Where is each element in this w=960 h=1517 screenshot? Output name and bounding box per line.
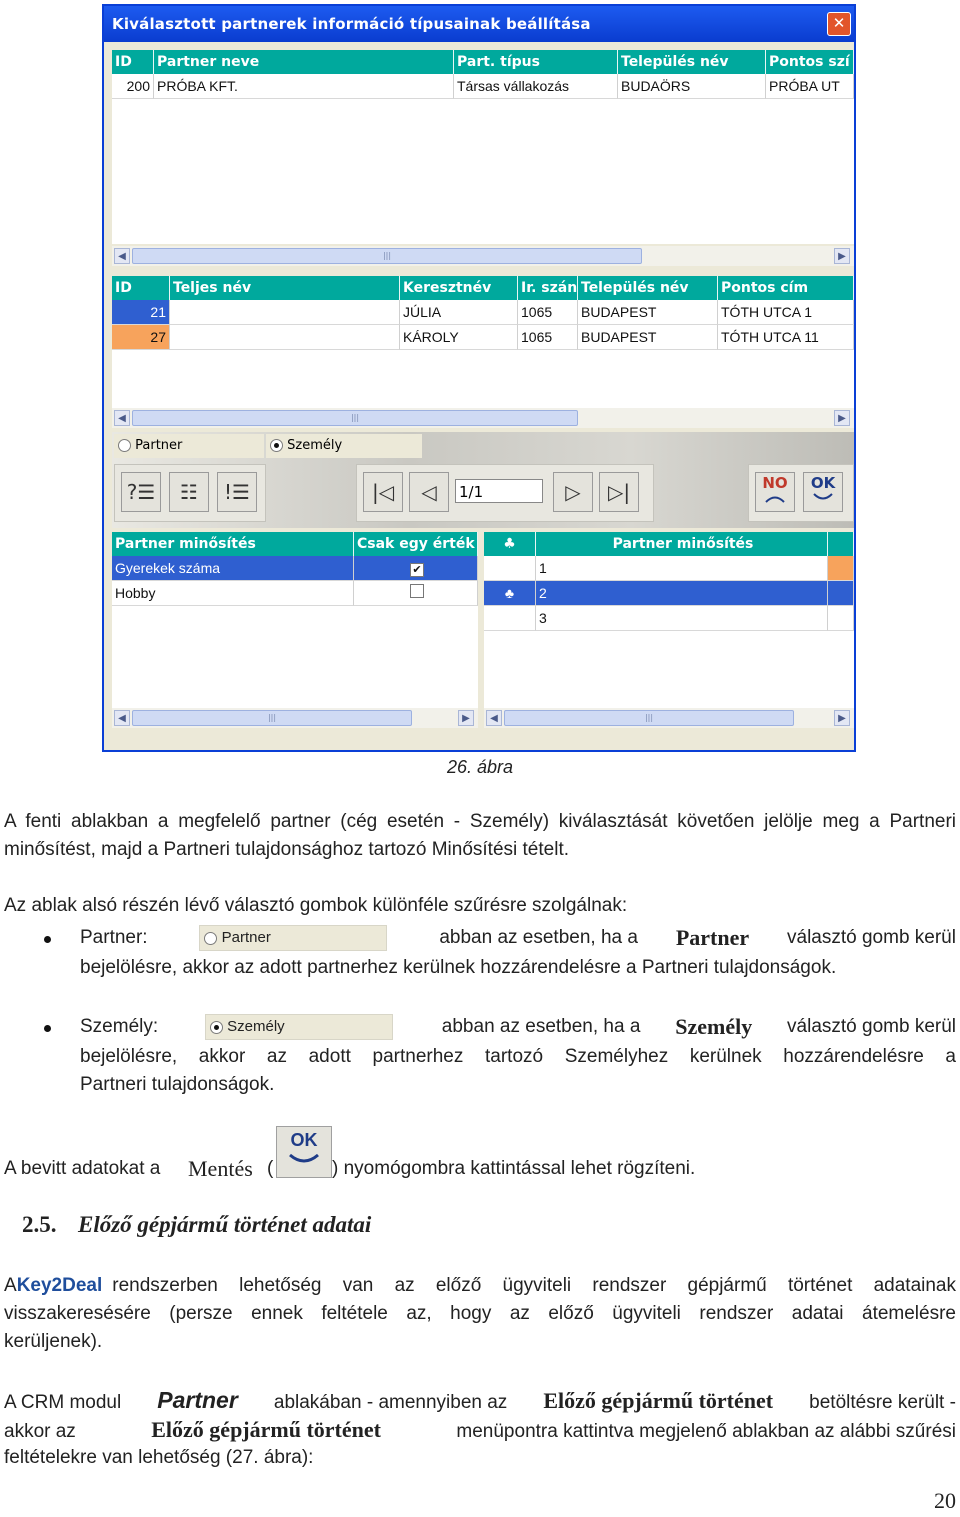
bullet-icon: [44, 1025, 51, 1032]
scroll-right-arrow-icon[interactable]: ▶: [458, 710, 474, 726]
scroll-thumb[interactable]: |||: [132, 410, 578, 426]
para4-b: ablakában - amennyiben az: [273, 1392, 508, 1413]
para4-key2: Előző gépjármű történet: [151, 1417, 381, 1442]
table-row[interactable]: [484, 556, 854, 581]
table-row[interactable]: [112, 556, 478, 581]
cell-name: PRÓBA KFT.: [154, 74, 454, 99]
cell-qualification: Hobby: [112, 581, 354, 606]
brand-name: Key2Deal: [16, 1275, 103, 1296]
bullet-szemely-line2: bejelölésre, akkor az adott partnerhez tartozó Személyhez kerülnek hozzárendelésre a: [80, 1046, 956, 1067]
cell-type: Társas vállakozás: [454, 74, 618, 99]
action-buttons-group: [114, 464, 266, 522]
para4-c: betöltésre került -: [809, 1392, 956, 1413]
bullet-partner-key: Partner: [675, 925, 750, 950]
save-post: ) nyomógombra kattintással lehet rögzíteni.: [332, 1158, 696, 1179]
col-city[interactable]: Település név: [618, 50, 766, 74]
table-row[interactable]: [112, 74, 854, 99]
para4-d: akkor az: [4, 1421, 76, 1442]
smile-icon: [287, 1153, 321, 1167]
paragraph-1: A fenti ablakban a megfelelő partner (cég esetén - Személy) kiválasztását követően jelölje meg a Partneri minősítést, majd a Partneri tulajdonsághoz tartozó Minősítési tételt.: [4, 811, 956, 860]
cell-city: BUDAPEST: [578, 325, 718, 350]
checkbox-checked-icon[interactable]: ✔: [410, 563, 424, 577]
bullet-partner-label: Partner:: [80, 927, 148, 948]
paragraph-4-line2: [4, 1416, 956, 1446]
radio-circle-icon: [204, 932, 217, 945]
bullet-icon: [44, 936, 51, 943]
first-record-icon[interactable]: |◁: [363, 472, 403, 512]
cell-extra: [828, 581, 854, 606]
cell-id: 200: [112, 74, 154, 99]
para4-e: menüpontra kattintva megjelenő ablakban az alábbi szűrési: [456, 1421, 956, 1442]
scroll-left-arrow-icon[interactable]: ◀: [114, 710, 130, 726]
record-navigator: [356, 464, 654, 522]
bullet-szemely-post: választó gomb kerül: [787, 1016, 956, 1037]
previous-record-icon[interactable]: ◁: [409, 472, 449, 512]
bullet-szemely-line1: [80, 1013, 956, 1041]
cell-firstname: KÁROLY: [400, 325, 518, 350]
scroll-right-arrow-icon[interactable]: ▶: [834, 710, 850, 726]
paragraph-4-line1: [4, 1386, 956, 1417]
table-row[interactable]: [112, 581, 478, 606]
qualification-grid-header: [112, 532, 478, 556]
col-id[interactable]: ID: [112, 50, 154, 74]
ok-sample-label: OK: [290, 1130, 318, 1150]
cell-city: BUDAPEST: [578, 300, 718, 325]
cell-marker: [484, 556, 536, 581]
ok-button-sample: [276, 1126, 332, 1178]
partner-radio-sample: [199, 925, 387, 951]
cell-extra: [828, 606, 854, 631]
person-grid-header: [112, 276, 854, 300]
para4-key1: Előző gépjármű történet: [543, 1388, 774, 1413]
value-grid-scrollbar[interactable]: [484, 708, 854, 728]
radio-circle-checked-icon: [210, 1021, 223, 1034]
qualification-grid-scrollbar[interactable]: [112, 708, 478, 728]
close-button[interactable]: ✕: [827, 12, 851, 36]
cell-single-value: [354, 556, 478, 581]
cell-qualification: Gyerekek száma: [112, 556, 354, 581]
person-grid: [112, 276, 854, 408]
cell-city: BUDAÖRS: [618, 74, 766, 99]
table-row[interactable]: [112, 300, 854, 325]
para3-line1-rest: rendszerben lehetőség van az előző ügyviteli rendszer gépjármű történet adatainak: [112, 1275, 956, 1296]
cell-value: 1: [536, 556, 828, 581]
cell-id: 27: [112, 325, 170, 350]
section-number: 2.5.: [22, 1212, 57, 1237]
szemely-radio-sample: [205, 1014, 393, 1040]
value-grid-header: [484, 532, 854, 556]
club-icon: ♣: [484, 581, 536, 606]
radio-szemely[interactable]: [266, 434, 422, 458]
bullet-szemely-key: Személy: [675, 1014, 753, 1039]
bullet-partner-pre: abban az esetben, ha a: [439, 927, 638, 948]
scroll-left-arrow-icon[interactable]: ◀: [114, 410, 130, 426]
paragraph-3-line2: visszakeresésére (persze ennek feltétele az, hogy az előző ügyviteli rendszer adatai átemelésre: [4, 1303, 956, 1324]
value-grid: [484, 532, 854, 708]
section-title: Előző gépjármű történet adatai: [78, 1212, 372, 1237]
next-record-icon[interactable]: ▷: [553, 472, 593, 512]
col-id[interactable]: ID: [112, 276, 170, 300]
save-key: Mentés: [188, 1156, 253, 1181]
partner-grid-scrollbar[interactable]: [112, 246, 854, 266]
partner-radio-sample-label: Partner: [221, 929, 271, 946]
bullet-szemely-label: Személy:: [80, 1016, 159, 1037]
szemely-radio-sample-label: Személy: [227, 1018, 285, 1035]
cell-fullname: [170, 300, 400, 325]
window-title: Kiválasztott partnerek információ típusainak beállítása: [112, 15, 591, 33]
no-button-label: NO: [762, 474, 788, 492]
scroll-thumb[interactable]: |||: [504, 710, 794, 726]
cell-extra: [828, 556, 854, 581]
no-button[interactable]: [755, 472, 795, 512]
cell-fullname: [170, 325, 400, 350]
paragraph-3-line3: kerüljenek).: [4, 1331, 103, 1352]
cell-firstname: JÚLIA: [400, 300, 518, 325]
col-zip[interactable]: Ir. szán: [518, 276, 578, 300]
table-row[interactable]: [484, 581, 854, 606]
table-row[interactable]: [112, 325, 854, 350]
paragraph-3-line1: [4, 1272, 956, 1300]
radio-partner-label: Partner: [135, 438, 183, 453]
para4-a: A CRM modul: [4, 1392, 122, 1413]
bullet-szemely-line3: Partneri tulajdonságok.: [80, 1074, 275, 1095]
col-address[interactable]: Pontos cím: [718, 276, 854, 300]
scroll-thumb[interactable]: |||: [132, 248, 642, 264]
col-firstname[interactable]: Keresztnév: [400, 276, 518, 300]
save-pre: A bevitt adatokat a: [4, 1158, 161, 1179]
cell-address: TÓTH UTCA 1: [718, 300, 854, 325]
cell-zip: 1065: [518, 325, 578, 350]
cell-marker: [484, 606, 536, 631]
frown-icon: [763, 493, 787, 503]
col-address[interactable]: Pontos szí: [766, 50, 854, 74]
page-number: 20: [934, 1488, 956, 1513]
cell-value: 3: [536, 606, 828, 631]
radio-circle-checked-icon[interactable]: [270, 439, 283, 452]
paragraph-2: Az ablak alsó részén lévő választó gombok különféle szűrésre szolgálnak:: [4, 895, 628, 916]
qualification-grid: [112, 532, 478, 708]
scroll-thumb[interactable]: |||: [132, 710, 412, 726]
save-line: [4, 1126, 956, 1180]
bullet-partner-line2: bejelölésre, akkor az adott partnerhez kerülnek hozzárendelésre a Partneri tulajdonságok.: [80, 957, 837, 978]
table-row[interactable]: [484, 606, 854, 631]
col-partner-name[interactable]: Partner neve: [154, 50, 454, 74]
para4-partner: Partner: [157, 1387, 238, 1413]
paragraph-4-line3: feltételekre van lehetőség (27. ábra):: [4, 1447, 314, 1468]
radio-circle-icon[interactable]: [118, 439, 131, 452]
scroll-right-arrow-icon[interactable]: ▶: [834, 248, 850, 264]
dialog-window: [102, 4, 856, 752]
record-position-field[interactable]: 1/1: [455, 479, 543, 503]
scroll-left-arrow-icon[interactable]: ◀: [114, 248, 130, 264]
help-list-icon[interactable]: ?☰: [121, 472, 161, 512]
radio-szemely-label: Személy: [287, 438, 343, 453]
scroll-left-arrow-icon[interactable]: ◀: [486, 710, 502, 726]
club-icon: ♣: [484, 532, 536, 556]
col-single-value[interactable]: Csak egy érték: [354, 532, 478, 556]
col-value[interactable]: Partner minősítés: [536, 532, 828, 556]
figure-caption: 26. ábra: [446, 757, 514, 777]
person-grid-scrollbar[interactable]: [112, 408, 854, 428]
col-fullname[interactable]: Teljes név: [170, 276, 400, 300]
col-city[interactable]: Település név: [578, 276, 718, 300]
confirm-group: [748, 464, 854, 522]
cell-address: TÓTH UTCA 11: [718, 325, 854, 350]
title-bar[interactable]: [104, 6, 854, 42]
cell-value: 2: [536, 581, 828, 606]
col-extra: [828, 532, 854, 556]
para3-pre: A: [4, 1275, 17, 1296]
cell-single-value: [354, 581, 478, 606]
ok-button[interactable]: [803, 472, 843, 512]
col-qualification[interactable]: Partner minősítés: [112, 532, 354, 556]
smile-icon: [811, 493, 835, 503]
bullet-partner-post: választó gomb kerül: [787, 927, 956, 948]
partner-grid-header: [112, 50, 854, 74]
cell-zip: 1065: [518, 300, 578, 325]
list-filter-icon[interactable]: !☰: [217, 472, 257, 512]
partner-grid: [112, 50, 854, 244]
scroll-right-arrow-icon[interactable]: ▶: [834, 410, 850, 426]
bullet-partner-line1: [80, 924, 956, 952]
radio-partner[interactable]: [114, 434, 264, 458]
cell-id: 21: [112, 300, 170, 325]
col-partner-type[interactable]: Part. típus: [454, 50, 618, 74]
cell-address: PRÓBA UT: [766, 74, 854, 99]
last-record-icon[interactable]: ▷|: [599, 472, 639, 512]
checkbox-icon[interactable]: [410, 584, 424, 598]
ok-button-label: OK: [810, 474, 836, 492]
save-open: (: [267, 1158, 274, 1179]
bullet-szemely-pre: abban az esetben, ha a: [441, 1016, 641, 1037]
list-all-icon[interactable]: ☷: [169, 472, 209, 512]
